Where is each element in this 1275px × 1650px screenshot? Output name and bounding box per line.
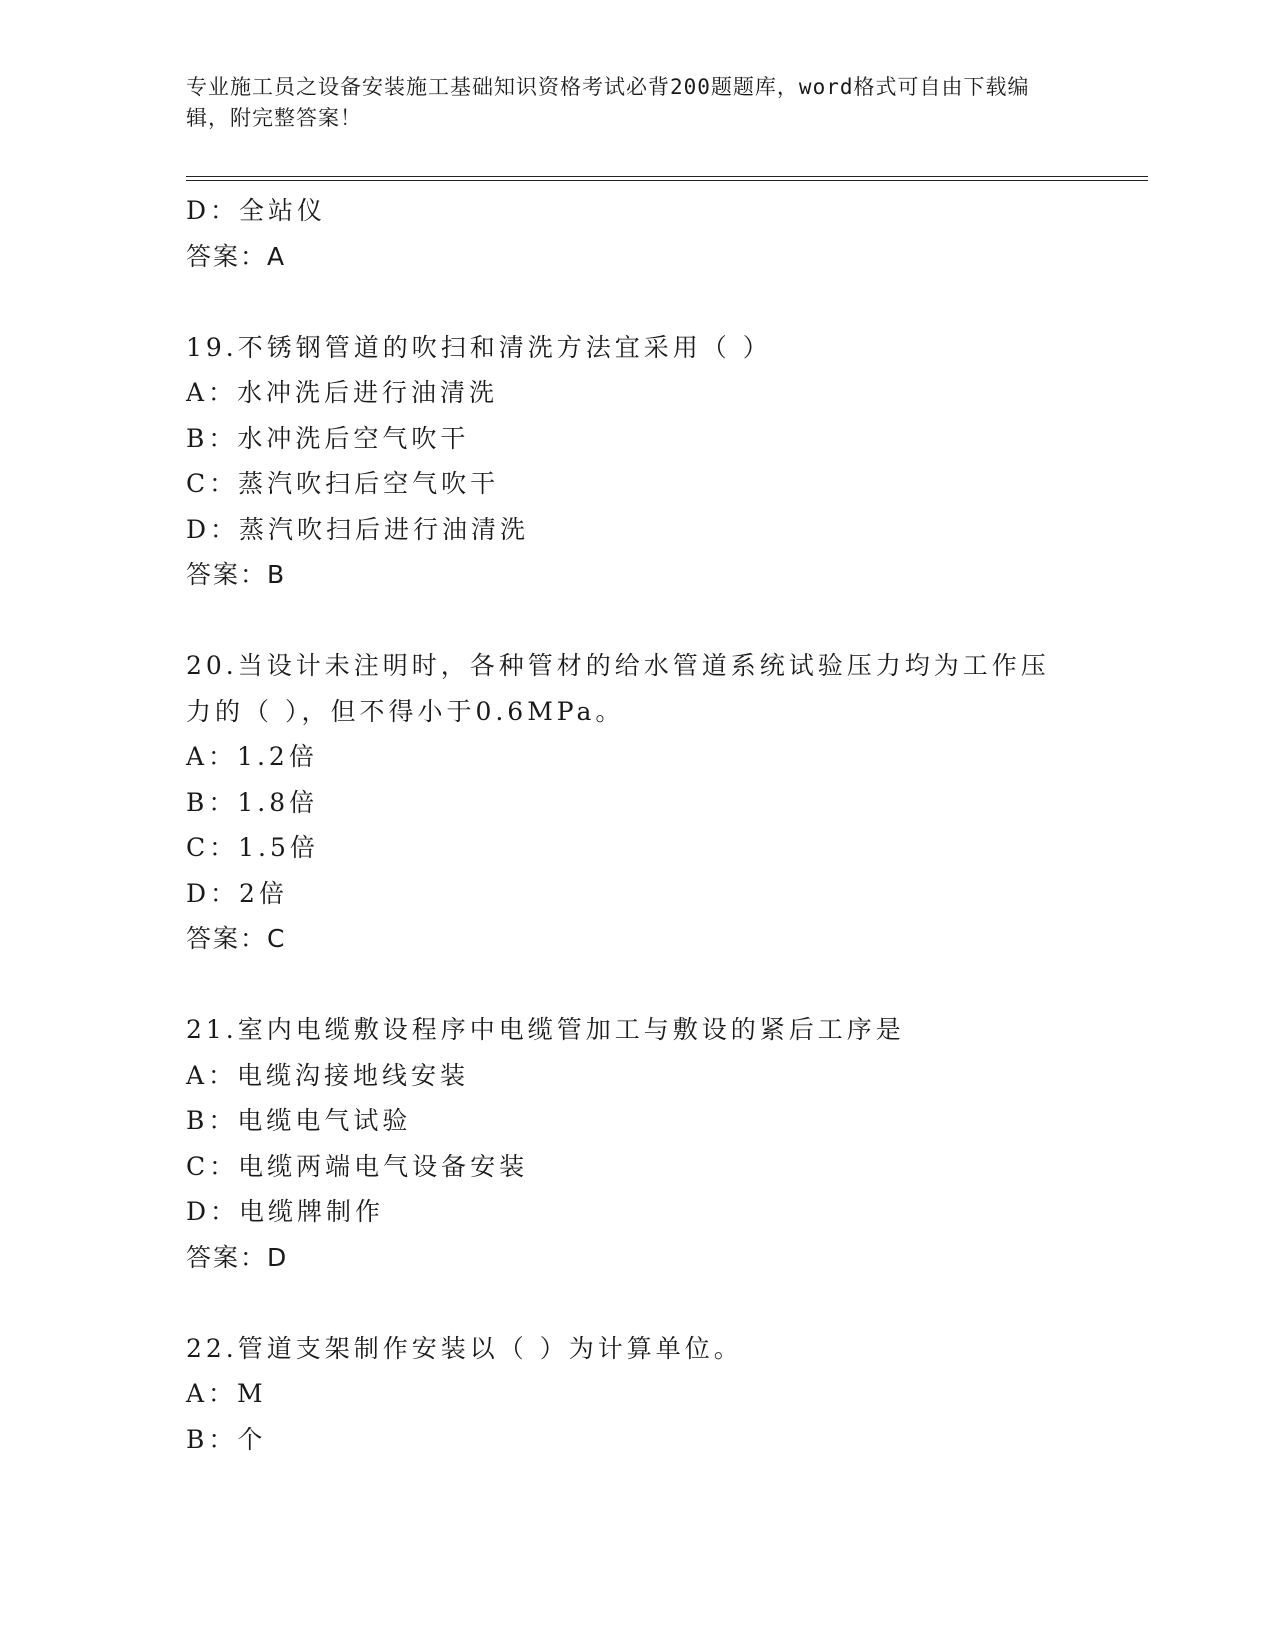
option-b: B：1.8倍 [186, 787, 319, 817]
option-a: A：水冲洗后进行油清洗 [186, 378, 499, 407]
option-c: C：蒸汽吹扫后空气吹干 [186, 469, 500, 498]
spacer [186, 962, 1086, 1008]
option-a: A：电缆沟接地线安装 [186, 1060, 470, 1090]
answer: 答案：C [186, 924, 287, 953]
option-d: D：电缆牌制作 [186, 1197, 385, 1226]
option-b: B：电缆电气试验 [186, 1106, 412, 1135]
answer: 答案：A [186, 241, 287, 271]
question-19: 19.不锈钢管道的吹扫和清洗方法宜采用（ ） [186, 332, 772, 362]
option-b: B：个 [186, 1424, 267, 1454]
spacer [186, 1280, 1086, 1326]
question-list [186, 188, 1086, 1462]
option-d: D：蒸汽吹扫后进行油清洗 [186, 514, 530, 544]
spacer [186, 279, 1086, 325]
question-21: 21.室内电缆敷设程序中电缆管加工与敷设的紧后工序是 [186, 1015, 905, 1044]
option-c: C：1.5倍 [186, 833, 319, 862]
answer: 答案：D [186, 1242, 289, 1272]
option-d: D：2倍 [186, 878, 288, 908]
spacer [186, 598, 1086, 644]
header-divider [186, 176, 1148, 181]
option-d: D：全站仪 [186, 196, 327, 225]
question-22: 22.管道支架制作安装以（ ）为计算单位。 [186, 1333, 743, 1363]
option-a: A：M [186, 1379, 267, 1408]
option-a: A：1.2倍 [186, 742, 318, 771]
document-header: 专业施工员之设备安装施工基础知识资格考试必背200题题库，word格式可自由下载编辑，附完整答案！ [186, 75, 1030, 130]
answer: 答案：B [186, 560, 287, 589]
option-c: C：电缆两端电气设备安装 [186, 1151, 529, 1181]
option-b: B：水冲洗后空气吹干 [186, 423, 470, 453]
question-20: 20.当设计未注明时，各种管材的给水管道系统试验压力均为工作压力的（ ），但不得小于0.6MPa。 [186, 651, 1050, 726]
